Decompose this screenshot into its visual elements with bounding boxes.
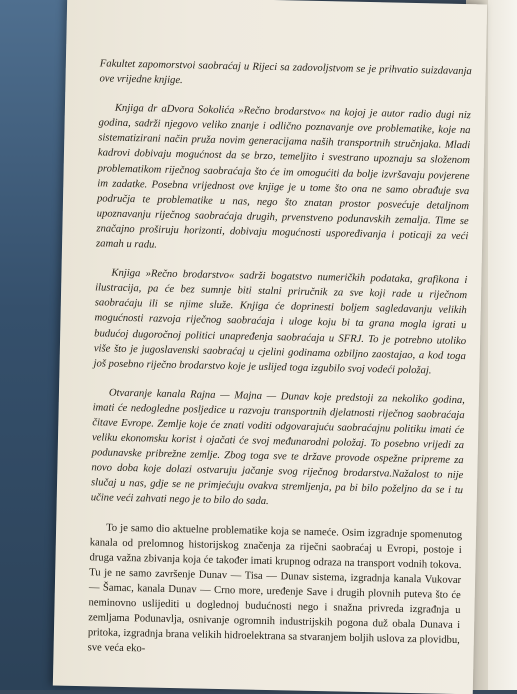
paragraph-5: To je samo dio aktuelne problematike koja se nameće. Osim izgradnje spomenutog kanala od prelomnog historijskog značenja za riječni saobraćaj u Evropi, postoje i druga važna zbivanja koja će također imati krupnog odraza na transport vodnih tokova. Tu je ne samo završenje Dunav — Tisa — Dunav sistema, izgradnja kanala Vukovar — Šamac, kanala Dunav — Crno more, uređenje Save i drugih plovnih puteva što će neminovno uslijediti u doglednoj budućnosti nego i snažna privreda izgrađnja u zemljama Podunavlja, osnivanje ogromnih industrijskih pogona duž obala Dunava i pritoka, izgradnja brana velikih hidroelektrana sa stvaranjem boljih uslova za plovidbu, sve veća eko-	[87, 522, 463, 655]
paragraph-2: Knjiga dr aDvora Sokolića »Rečno brodarstvo« na kojoj je autor radio dugi niz godina, sadrži njegovo veliko znanje i odlično poznavanje ove problematike, koje na sistematizirani način pruža novim generacijama naših transportnih stručnjaka. Mladi kadrovi dobivaju mogućnost da se brzo, temeljito i svestrano upoznaju sa složenom problematikom riječnog saobraćaja što će im omogućiti da bolje izvršavaju povjerene im zadatke. Posebna vrijednost ove knjige je u tome što ona ne samo obrađuje sva područja te problematike u nas, nego što znatan prostor posvećuje detaljnom upoznavanju riječnog saobraćaja drugih, prvenstveno podunavskih zemalja. Time se značajno proširuju horizonti, dobivaju mogućnosti uspoređivanja i poticaji za veći zamah u radu.	[95, 102, 471, 251]
book-page	[53, 0, 487, 694]
paragraph-3: Knjiga »Rečno brodarstvo« sadrži bogatstvo numeričkih podataka, grafikona i ilustracija, pa će bez sumnje biti stalni priručnik za sve koji rade u riječnom saobraćaju ili se njime služe. Knjiga će doprinesti boljem sagledavanju velikih mogućnosti razvoja riječnog saobraćaja i uloge koju bi ta grana mogla igrati u budućoj dugoročnoj politici unapređenja saobraćaja u SFRJ. To je potrebno utoliko više što je jugoslavenski saobraćaj u cjelini godinama ozbiljno zaostajao, a kod toga još posebno riječno brodarstvo koje je uslijed toga izgubilo svoj vodeći položaj.	[93, 267, 468, 377]
paragraph-1: Fakultet zapomorstvoi saobraćaj u Rijeci sa zadovoljstvom se je prihvatio suizdavanja ove vrijedne knjige.	[99, 58, 472, 87]
page-text	[87, 56, 472, 677]
paragraph-4: Otvaranje kanala Rajna — Majna — Dunav koje predstoji za nekoliko godina, imati će nedogledne posljedice u razvoju transportnih djelatnosti riječnog saobraćaja čitave Evrope. Zemlje koje će znati voditi odgovarajuću saobraćajnu politiku imati će veliku ekonomsku korist i ojačati će svoj međunarodni položaj. To posebno vrijedi za podunavske pribrežne zemlje. Zbog toga sve te države provode ospežne pripreme za novo doba koje dolazi ostvaruju jačanje svog riječnog brodarstva.Nažalost to nije slučaj u nas, gdje se ne primjećuju ovakva stremljenja, pa bi bilo poželjno da se i tu učine veći zahvati nego je to bilo do sada.	[90, 387, 465, 508]
book-spine-edge	[488, 0, 517, 690]
